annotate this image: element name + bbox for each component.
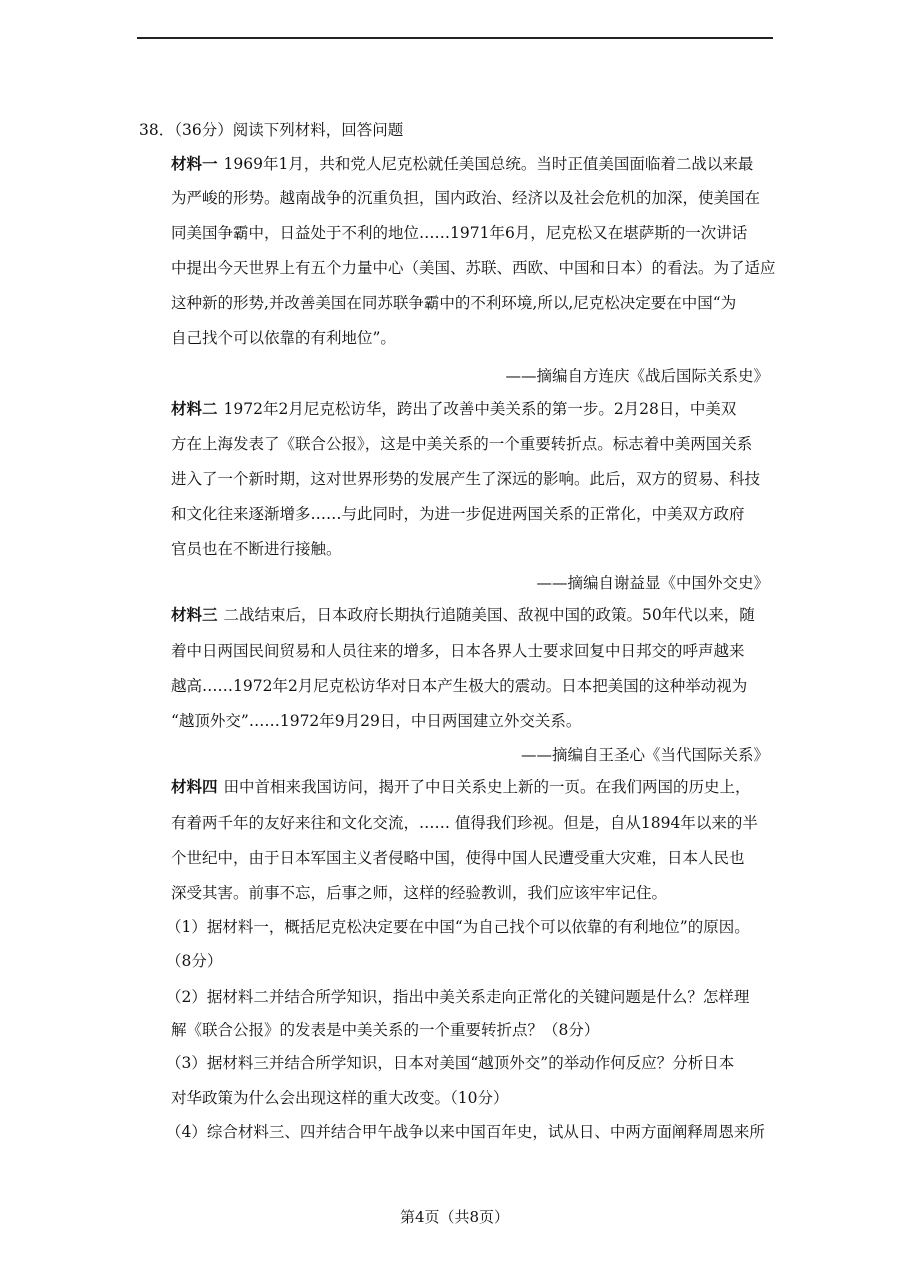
subquestion-3-cont: 对华政策为什么会出现这样的重大改变。（10分）: [171, 1089, 509, 1107]
material3-line-3: 越高……1972年2月尼克松访华对日本产生极大的震动。日本把美国的这种举动视为: [171, 677, 748, 695]
material4-line-3: 个世纪中，由于日本军国主义者侵略中国，使得中国人民遭受重大灾难，日本人民也: [171, 849, 745, 867]
material3-text-1: 二战结束后，日本政府长期执行追随美国、敌视中国的政策。50年代以来，随: [223, 606, 755, 624]
material2-line-4: 和文化往来逐渐增多……与此同时，为进一步促进两国关系的正常化，中美双方政府: [171, 505, 745, 523]
material2-line-1: [171, 399, 736, 419]
material1-line-2: 为严峻的形势。越南战争的沉重负担，国内政治、经济以及社会危机的加深，使美国在: [171, 189, 761, 207]
material1-line-6: 自己找个可以依靠的有利地位”。: [171, 329, 396, 347]
material3-line-4: “越顶外交”……1972年9月29日，中日两国建立外交关系。: [171, 712, 582, 730]
material4-line-1: [171, 777, 751, 797]
material4-text-1: 田中首相来我国访问，揭开了中日关系史上新的一页。在我们两国的历史上，: [223, 778, 751, 796]
material1-label: 材料一: [171, 154, 218, 173]
subquestion-1-score: （8分）: [166, 952, 223, 970]
material3-line-2: 着中日两国民间贸易和人员往来的增多，日本各界人士要求回复中日邦交的呼声越来: [171, 642, 745, 660]
material4-line-2: 有着两千年的友好来往和文化交流，…… 值得我们珍视。但是，自从1894年以来的半: [171, 814, 758, 832]
subquestion-4: （4）综合材料三、四并结合甲午战争以来中国百年史，试从日、中两方面阐释周恩来所: [166, 1123, 765, 1141]
material4-label: 材料四: [171, 777, 218, 796]
material1-text-1: 1969年1月，共和党人尼克松就任美国总统。当时正值美国面临着二战以来最: [223, 155, 754, 173]
material1-line-3: 同美国争霸中，日益处于不利的地位……1971年6月，尼克松又在堪萨斯的一次讲话: [171, 224, 748, 242]
material2-text-1: 1972年2月尼克松访华，跨出了改善中美关系的第一步。2月28日，中美双: [223, 400, 737, 418]
subquestion-2: （2）据材料二并结合所学知识，指出中美关系走向正常化的关键问题是什么？怎样理: [166, 988, 750, 1006]
material1-line-4: 中提出今天世界上有五个力量中心（美国、苏联、西欧、中国和日本）的看法。为了适应: [171, 259, 776, 277]
material3-source: ——摘编自王圣心《当代国际关系》: [520, 746, 769, 764]
material2-line-2: 方在上海发表了《联合公报》，这是中美关系的一个重要转折点。标志着中美两国关系: [171, 435, 753, 453]
material2-label: 材料二: [171, 399, 218, 418]
page-footer: 第4页（共8页）: [399, 1208, 510, 1226]
material2-source: ——摘编自谢益显《中国外交史》: [536, 574, 769, 592]
subquestion-2-cont: 解《联合公报》的发表是中美关系的一个重要转折点？（8分）: [171, 1021, 600, 1039]
material1-line-1: [171, 154, 753, 174]
material3-label: 材料三: [171, 605, 218, 624]
material1-line-5: 这种新的形势,并改善美国在同苏联争霸中的不利环境,所以,尼克松决定要在中国“为: [171, 294, 737, 312]
material3-line-1: [171, 605, 755, 625]
question-header: 38．（36分）阅读下列材料，回答问题: [139, 121, 404, 139]
material2-line-3: 进入了一个新时期，这对世界形势的发展产生了深远的影响。此后，双方的贸易、科技: [171, 470, 761, 488]
subquestion-3: （3）据材料三并结合所学知识，日本对美国“越顶外交”的举动作何反应？分析日本: [166, 1054, 735, 1072]
material2-line-5: 官员也在不断进行接触。: [171, 540, 342, 558]
material4-line-4: 深受其害。前事不忘，后事之师，这样的经验教训，我们应该牢牢记住。: [171, 884, 668, 902]
subquestion-1: （1）据材料一，概括尼克松决定要在中国“为自己找个可以依靠的有利地位”的原因。: [166, 918, 750, 936]
header-rule: [137, 37, 773, 39]
material1-source: ——摘编自方连庆《战后国际关系史》: [505, 367, 769, 385]
